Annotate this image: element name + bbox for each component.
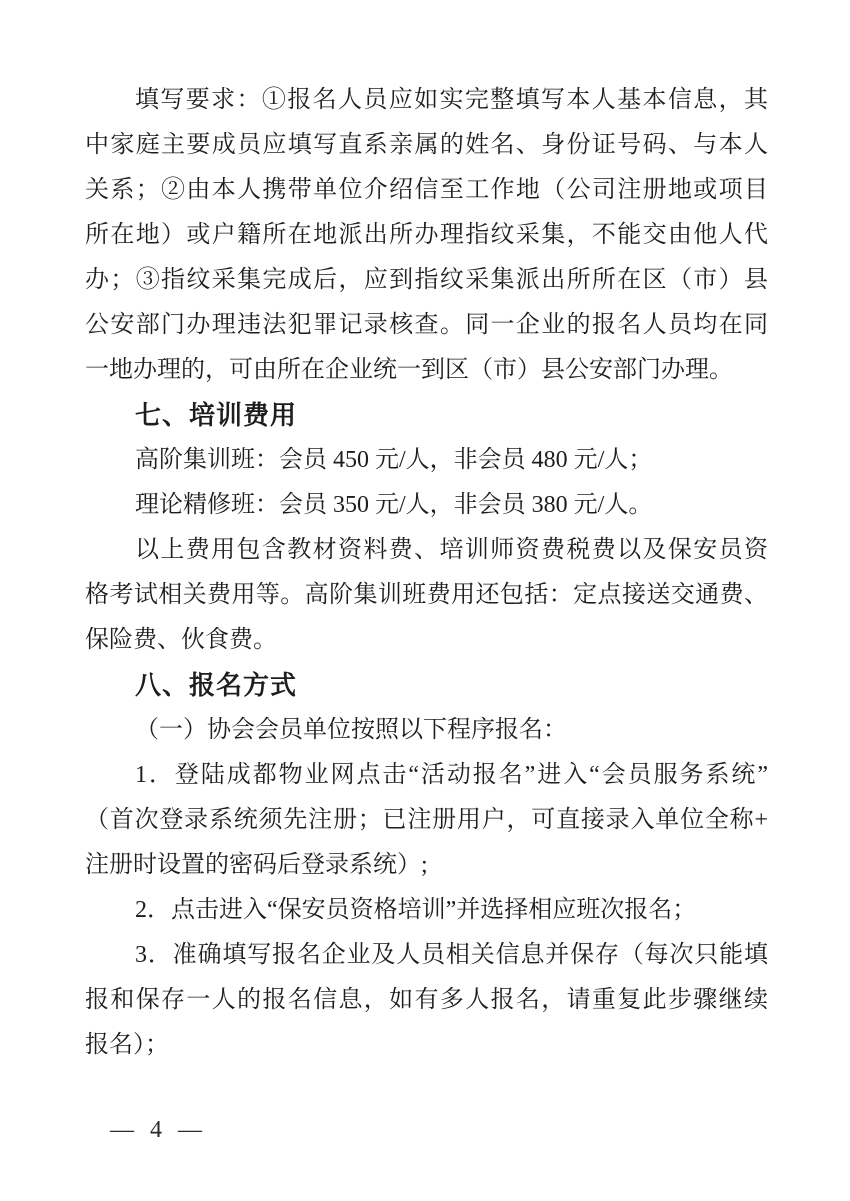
text-line: 公安部门办理违法犯罪记录核查。同一企业的报名人员均在同 — [85, 312, 768, 338]
text-line: 关系；②由本人携带单位介绍信至工作地（公司注册地或项目 — [85, 177, 768, 203]
text-line: 报名）； — [85, 1032, 169, 1058]
paragraph — [85, 933, 768, 1068]
section-heading — [85, 393, 768, 438]
text-line: 2．点击进入“保安员资格培训”并选择相应班次报名； — [135, 897, 697, 923]
paragraph — [85, 438, 768, 483]
paragraph — [85, 78, 768, 393]
text-line: （首次登录系统须先注册；已注册用户，可直接录入单位全称+ — [85, 807, 768, 833]
text-line: 七、培训费用 — [135, 400, 298, 430]
paragraph — [85, 708, 768, 753]
section-heading — [85, 663, 768, 708]
text-line: 1．登陆成都物业网点击“活动报名”进入“会员服务系统” — [135, 762, 768, 788]
text-line: 中家庭主要成员应填写直系亲属的姓名、身份证号码、与本人 — [85, 132, 768, 158]
paragraph — [85, 753, 768, 888]
text-line: 办；③指纹采集完成后，应到指纹采集派出所所在区（市）县 — [85, 267, 768, 293]
text-line: 一地办理的，可由所在企业统一到区（市）县公安部门办理。 — [85, 357, 733, 383]
text-line: 所在地）或户籍所在地派出所办理指纹采集，不能交由他人代 — [85, 222, 768, 248]
text-line: 理论精修班：会员 350 元/人，非会员 380 元/人。 — [135, 492, 653, 518]
text-line: 报和保存一人的报名信息，如有多人报名，请重复此步骤继续 — [85, 987, 768, 1013]
paragraph — [85, 888, 768, 933]
text-line: 填写要求：①报名人员应如实完整填写本人基本信息，其 — [135, 87, 768, 113]
text-line: 格考试相关费用等。高阶集训班费用还包括：定点接送交通费、 — [85, 582, 768, 608]
text-line: 高阶集训班：会员 450 元/人，非会员 480 元/人； — [135, 447, 653, 473]
text-line: 保险费、伙食费。 — [85, 627, 277, 653]
text-line: 注册时设置的密码后登录系统）; — [85, 852, 428, 878]
text-line: 八、报名方式 — [135, 670, 298, 700]
text-line: 3．准确填写报名企业及人员相关信息并保存（每次只能填 — [135, 942, 768, 968]
document-content — [85, 78, 768, 1068]
text-line: 以上费用包含教材资料费、培训师资费税费以及保安员资 — [135, 537, 768, 563]
page-number: — 4 — — [110, 1117, 202, 1143]
paragraph — [85, 528, 768, 663]
paragraph — [85, 483, 768, 528]
text-line: （一）协会会员单位按照以下程序报名： — [135, 717, 567, 743]
